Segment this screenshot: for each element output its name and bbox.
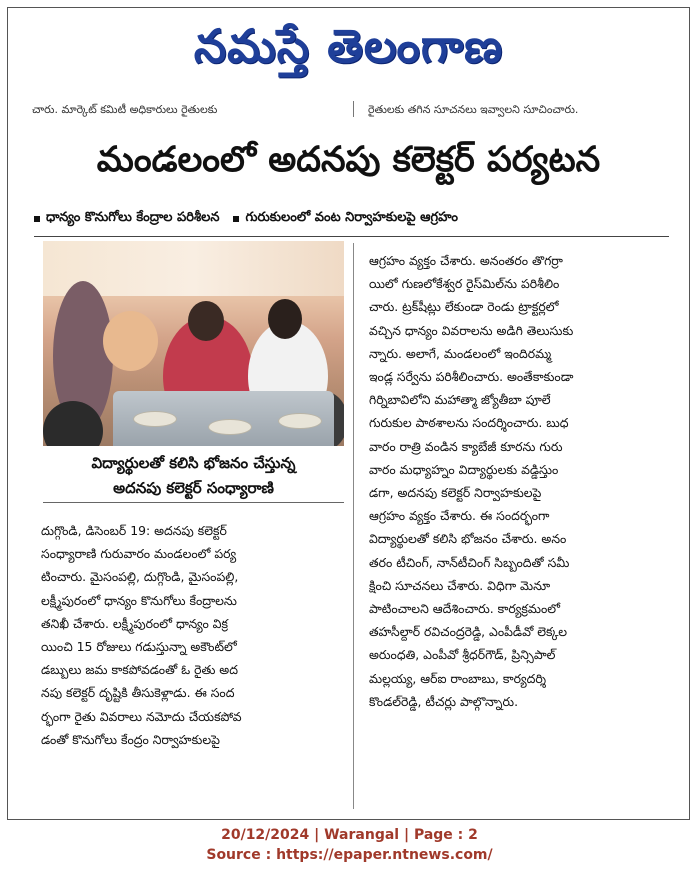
- article-line: తహసీల్దార్ రవిచంద్రరెడ్డి, ఎంపీడీవో లెక్కల: [369, 624, 568, 640]
- masthead: [8, 12, 689, 82]
- cut-off-text-right: రైతులకు తగిన సూచనలు ఇవ్వాలని సూచించారు.: [368, 103, 579, 116]
- caption-line: అదనపు కలెక్టర్ సంధ్యారాణి: [113, 479, 274, 497]
- sub-headlines: [34, 207, 669, 231]
- caption-line: విద్యార్థులతో కలిసి భోజనం చేస్తున్న: [91, 454, 296, 472]
- cut-off-text-left: చారు. మార్కెట్ కమిటీ అధికారులు రైతులకు: [32, 103, 218, 116]
- headline-divider: [34, 236, 669, 237]
- newspaper-clipping: [7, 7, 690, 820]
- article-line: వారం రాత్రి వండిన క్యాబేజీ కూరను గురు: [369, 438, 563, 454]
- photo-plate: [278, 413, 322, 429]
- article-headline: మండలంలో అదనపు కలెక్టర్ పర్యటన: [96, 140, 601, 180]
- sub-headline: [233, 210, 458, 228]
- article-line: మల్లయ్య, ఆర్‌ఐ రాంబాబు, కార్యదర్శి: [369, 670, 547, 686]
- article-line: సంధ్యారాణి గురువారం మండలంలో పర్య: [41, 546, 237, 562]
- article-line: ఆగ్రహం వ్యక్తం చేశారు. ఈ సందర్భంగా: [369, 508, 550, 524]
- article-line: పాటించాలని ఆదేశించారు. కార్యక్రమంలో: [369, 601, 560, 617]
- article-line: లక్ష్మీపురంలో ధాన్యం కొనుగోలు కేంద్రాలను: [41, 592, 237, 608]
- article-line: యిలో గుణలోకేశ్వర రైస్‌మిల్‌ను పరిశీలిం: [369, 276, 560, 292]
- article-line: న్నారు. అలాగే, మండలంలో ఇందిరమ్మ: [369, 345, 552, 361]
- article-line: గురుకుల పాఠశాలను సందర్శించారు. బుధ: [369, 415, 569, 431]
- article-line: అరుంధతి, ఎంపీవో శ్రీధర్‌గౌడ్, ప్రిన్సిపాల్: [369, 647, 556, 663]
- article-line: డంతో కొనుగోలు కేంద్రం నిర్వాహకులపై: [41, 731, 220, 747]
- article-line: క్షించి సూచనలు చేశారు. విధిగా మెనూ: [369, 577, 551, 593]
- article-line: ఆగ్రహం వ్యక్తం చేశారు. అనంతరం తొగర్రా: [369, 253, 563, 268]
- article-line: విద్యార్థులతో కలిసి భోజనం చేశారు. అనం: [369, 531, 567, 547]
- article-line: కొండల్‌రెడ్డి, టీచర్లు పాల్గొన్నారు.: [369, 693, 519, 709]
- photo-figure: [103, 311, 158, 371]
- clipping-footer: [0, 825, 699, 865]
- article-line: చారు. ట్రక్‌షీట్లు లేకుండా రెండు ట్రాక్టర్లలో: [369, 299, 559, 315]
- bullet-square-icon: [233, 216, 239, 222]
- masthead-logo: నమస్తే తెలంగాణ: [193, 19, 504, 73]
- article-photo: [43, 241, 344, 446]
- bullet-square-icon: [34, 216, 40, 222]
- article-line: వారం మధ్యాహ్నం విద్యార్థులకు వడ్డిస్తుం: [369, 461, 559, 477]
- article-line: నపు కలెక్టర్ దృష్టికి తీసుకెళ్లాడు. ఈ సంద: [41, 685, 235, 701]
- article-line: యించి 15 రోజులు గడుస్తున్నా అకౌంట్‌లో: [41, 639, 237, 655]
- article-line: గిర్నిబావిలోని మహాత్మా జ్యోతీబా పూలే: [369, 392, 551, 408]
- photo-figure: [188, 301, 224, 341]
- article-line: తరం టీచింగ్, నాన్‌టీచింగ్ సిబ్బందితో సమీ: [369, 554, 570, 570]
- article-line: దుగ్గొండి, డిసెంబర్ 19: అదనపు కలెక్టర్: [41, 523, 227, 538]
- article-line: వచ్చిన ధాన్యం వివరాలను అడిగి తెలుసుకు: [369, 322, 574, 338]
- footer-source-link[interactable]: Source : https://epaper.ntnews.com/: [206, 847, 493, 863]
- article-line: ఇండ్ల సర్వేను పరిశీలించారు. అంతేకాకుండా: [369, 369, 574, 385]
- sub-headline-text: గురుకులంలో వంట నిర్వాహకులపై ఆగ్రహం: [245, 210, 459, 225]
- photo-plate: [133, 411, 177, 427]
- article-line: టించారు. మైసంపల్లి, దుగ్గొండి, మైసంపల్లి,: [41, 569, 239, 585]
- sub-headline: [34, 210, 219, 228]
- photo-plate: [208, 419, 252, 435]
- article-line: ర్భంగా రైతు వివరాలు నమోదు చేయకపోవ: [41, 708, 242, 724]
- sub-headline-text: ధాన్యం కొనుగోలు కేంద్రాల పరిశీలన: [46, 210, 220, 225]
- footer-date-edition: 20/12/2024 | Warangal | Page : 2: [221, 827, 478, 843]
- column-divider: [353, 243, 354, 809]
- article-line: తనిఖీ చేశారు. లక్ష్మీపురంలో ధాన్యం విక్ర: [41, 615, 228, 631]
- photo-caption: [43, 451, 344, 501]
- article-line: డబ్బులు జమ కాకపోవడంతో ఓ రైతు అద: [41, 662, 238, 678]
- column-rule-top: [353, 101, 354, 117]
- article-column-right: [369, 249, 674, 713]
- article-column-left: [41, 519, 346, 751]
- photo-figure: [268, 299, 302, 339]
- caption-divider: [43, 502, 344, 503]
- article-line: డగా, అదనపు కలెక్టర్ నిర్వాహకులపై: [369, 485, 542, 501]
